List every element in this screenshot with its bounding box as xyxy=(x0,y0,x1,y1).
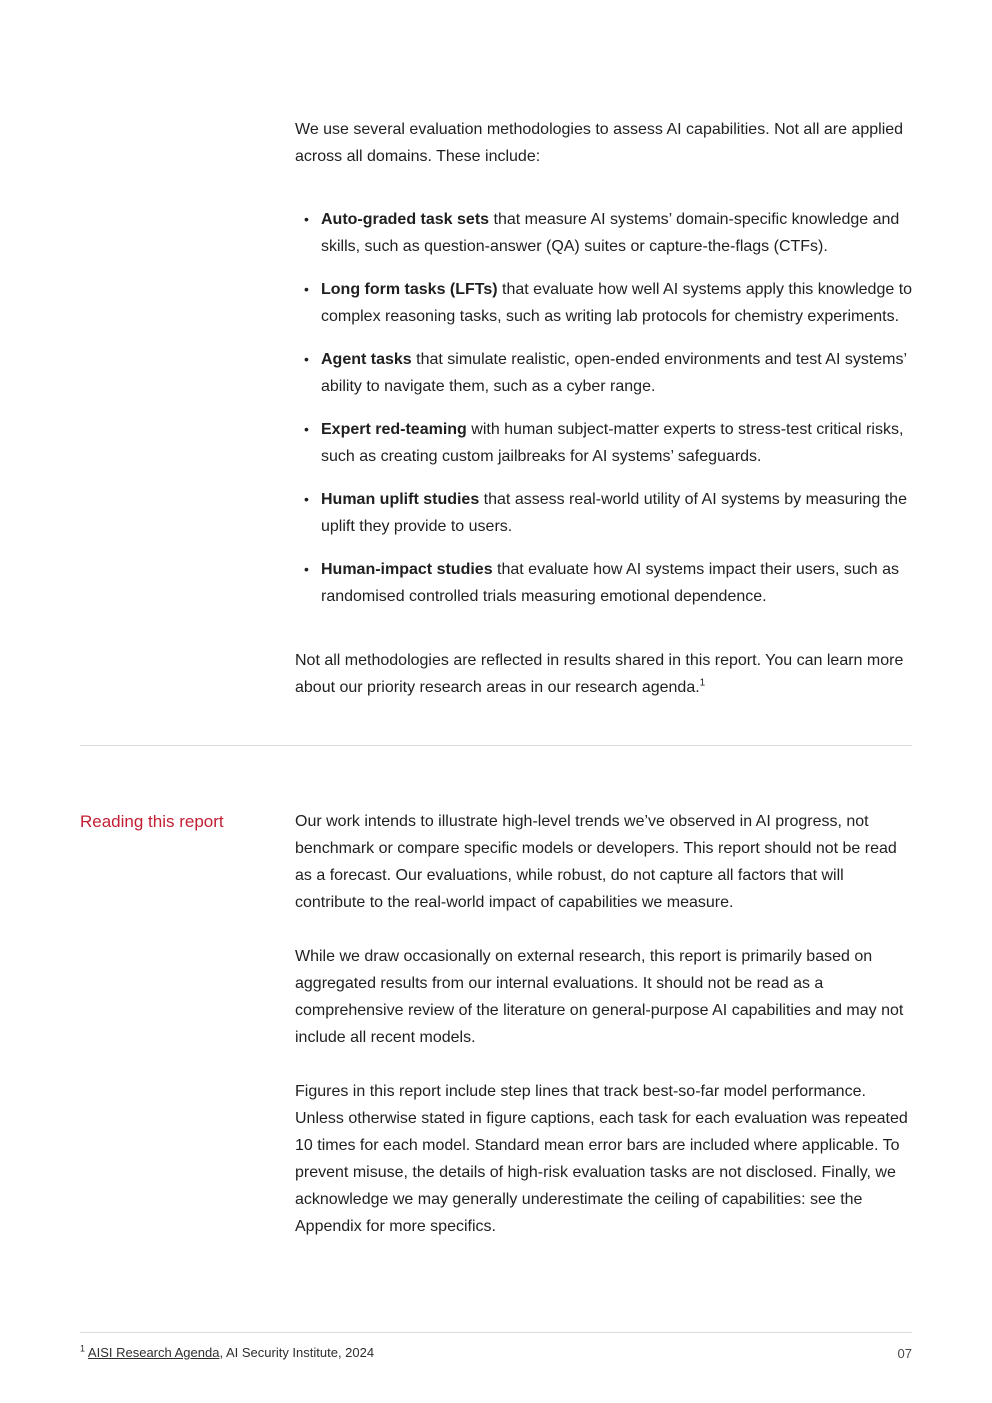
bullet-icon: • xyxy=(304,421,309,437)
bullet-term: Expert red-teaming xyxy=(321,421,467,438)
list-item xyxy=(295,346,915,400)
bullet-icon: • xyxy=(304,211,309,227)
methodology-closing xyxy=(295,647,915,701)
research-agenda-link[interactable]: AISI Research Agenda xyxy=(87,1345,220,1360)
list-item xyxy=(295,486,915,540)
bullet-icon: • xyxy=(304,351,309,367)
bullet-description: that evaluate how well AI systems apply this knowledge to complex reasoning tasks, such as writing lab protocols for chemistry experiments. xyxy=(321,281,913,325)
list-item xyxy=(295,556,915,610)
list-item xyxy=(295,276,915,330)
bullet-icon: • xyxy=(304,561,309,577)
bullet-term: Long form tasks (LFTs) xyxy=(321,281,498,298)
reading-paragraph: Our work intends to illustrate high-level trends we’ve observed in AI progress, not benchmark or compare specific models or developers. This report should not be read as a forecast. Our evaluations, while robust, do not capture all factors that will contribute to the real-world impact of capabilities we measure. xyxy=(295,813,897,911)
bullet-description: that measure AI systems’ domain-specific knowledge and skills, such as question-answer (QA) suites or capture-the-flags (CTFs). xyxy=(321,211,900,255)
bullet-term: Human-impact studies xyxy=(321,561,493,578)
bullet-icon: • xyxy=(304,281,309,297)
bullet-term: Auto-graded task sets xyxy=(321,211,490,228)
page-number: 07 xyxy=(897,1346,912,1361)
bullet-description: that simulate realistic, open-ended environments and test AI systems’ ability to navigate them, such as a cyber range. xyxy=(321,351,907,395)
reading-paragraph: While we draw occasionally on external research, this report is primarily based on aggregated results from our internal evaluations. It should not be read as a comprehensive review of the literature on general-purpose AI capabilities and may not include all recent models. xyxy=(295,948,904,1046)
reading-section-label: Reading this report xyxy=(80,812,224,831)
methodology-section xyxy=(295,116,915,701)
footer-divider xyxy=(80,1332,912,1333)
methodology-intro: We use several evaluation methodologies to assess AI capabilities. Not all are applied across all domains. These include: xyxy=(295,121,904,165)
bullet-description: with human subject-matter experts to stress-test critical risks, such as creating custom jailbreaks for AI systems’ safeguards. xyxy=(321,421,904,465)
footnote-text: , AI Security Institute, 2024 xyxy=(219,1345,375,1360)
reading-paragraph: Figures in this report include step lines that track best-so-far model performance. Unless otherwise stated in figure captions, each task for each evaluation was repeated 10 times for each model. Standard mean error bars are included where applicable. To prevent misuse, the details of high-risk evaluation tasks are not disclosed. Finally, we acknowledge we may generally underestimate the ceiling of capabilities: see the Appendix for more specifics. xyxy=(295,1083,908,1235)
reading-section-body xyxy=(295,808,915,1240)
section-divider xyxy=(80,745,912,746)
list-item xyxy=(295,206,915,260)
footnote xyxy=(80,1344,374,1362)
bullet-term: Human uplift studies xyxy=(321,491,480,508)
closing-text: Not all methodologies are reflected in results shared in this report. You can learn more about our priority research areas in our research agenda. xyxy=(295,652,904,696)
bullet-description: that assess real-world utility of AI systems by measuring the uplift they provide to users. xyxy=(321,491,907,535)
methodology-bullet-list xyxy=(295,206,915,610)
bullet-term: Agent tasks xyxy=(321,351,412,368)
footnote-reference: 1 xyxy=(699,677,706,689)
list-item xyxy=(295,416,915,470)
bullet-icon: • xyxy=(304,491,309,507)
bullet-description: that evaluate how AI systems impact their users, such as randomised controlled trials measuring emotional dependence. xyxy=(321,561,899,605)
footnote-mark: 1 xyxy=(80,1343,86,1354)
